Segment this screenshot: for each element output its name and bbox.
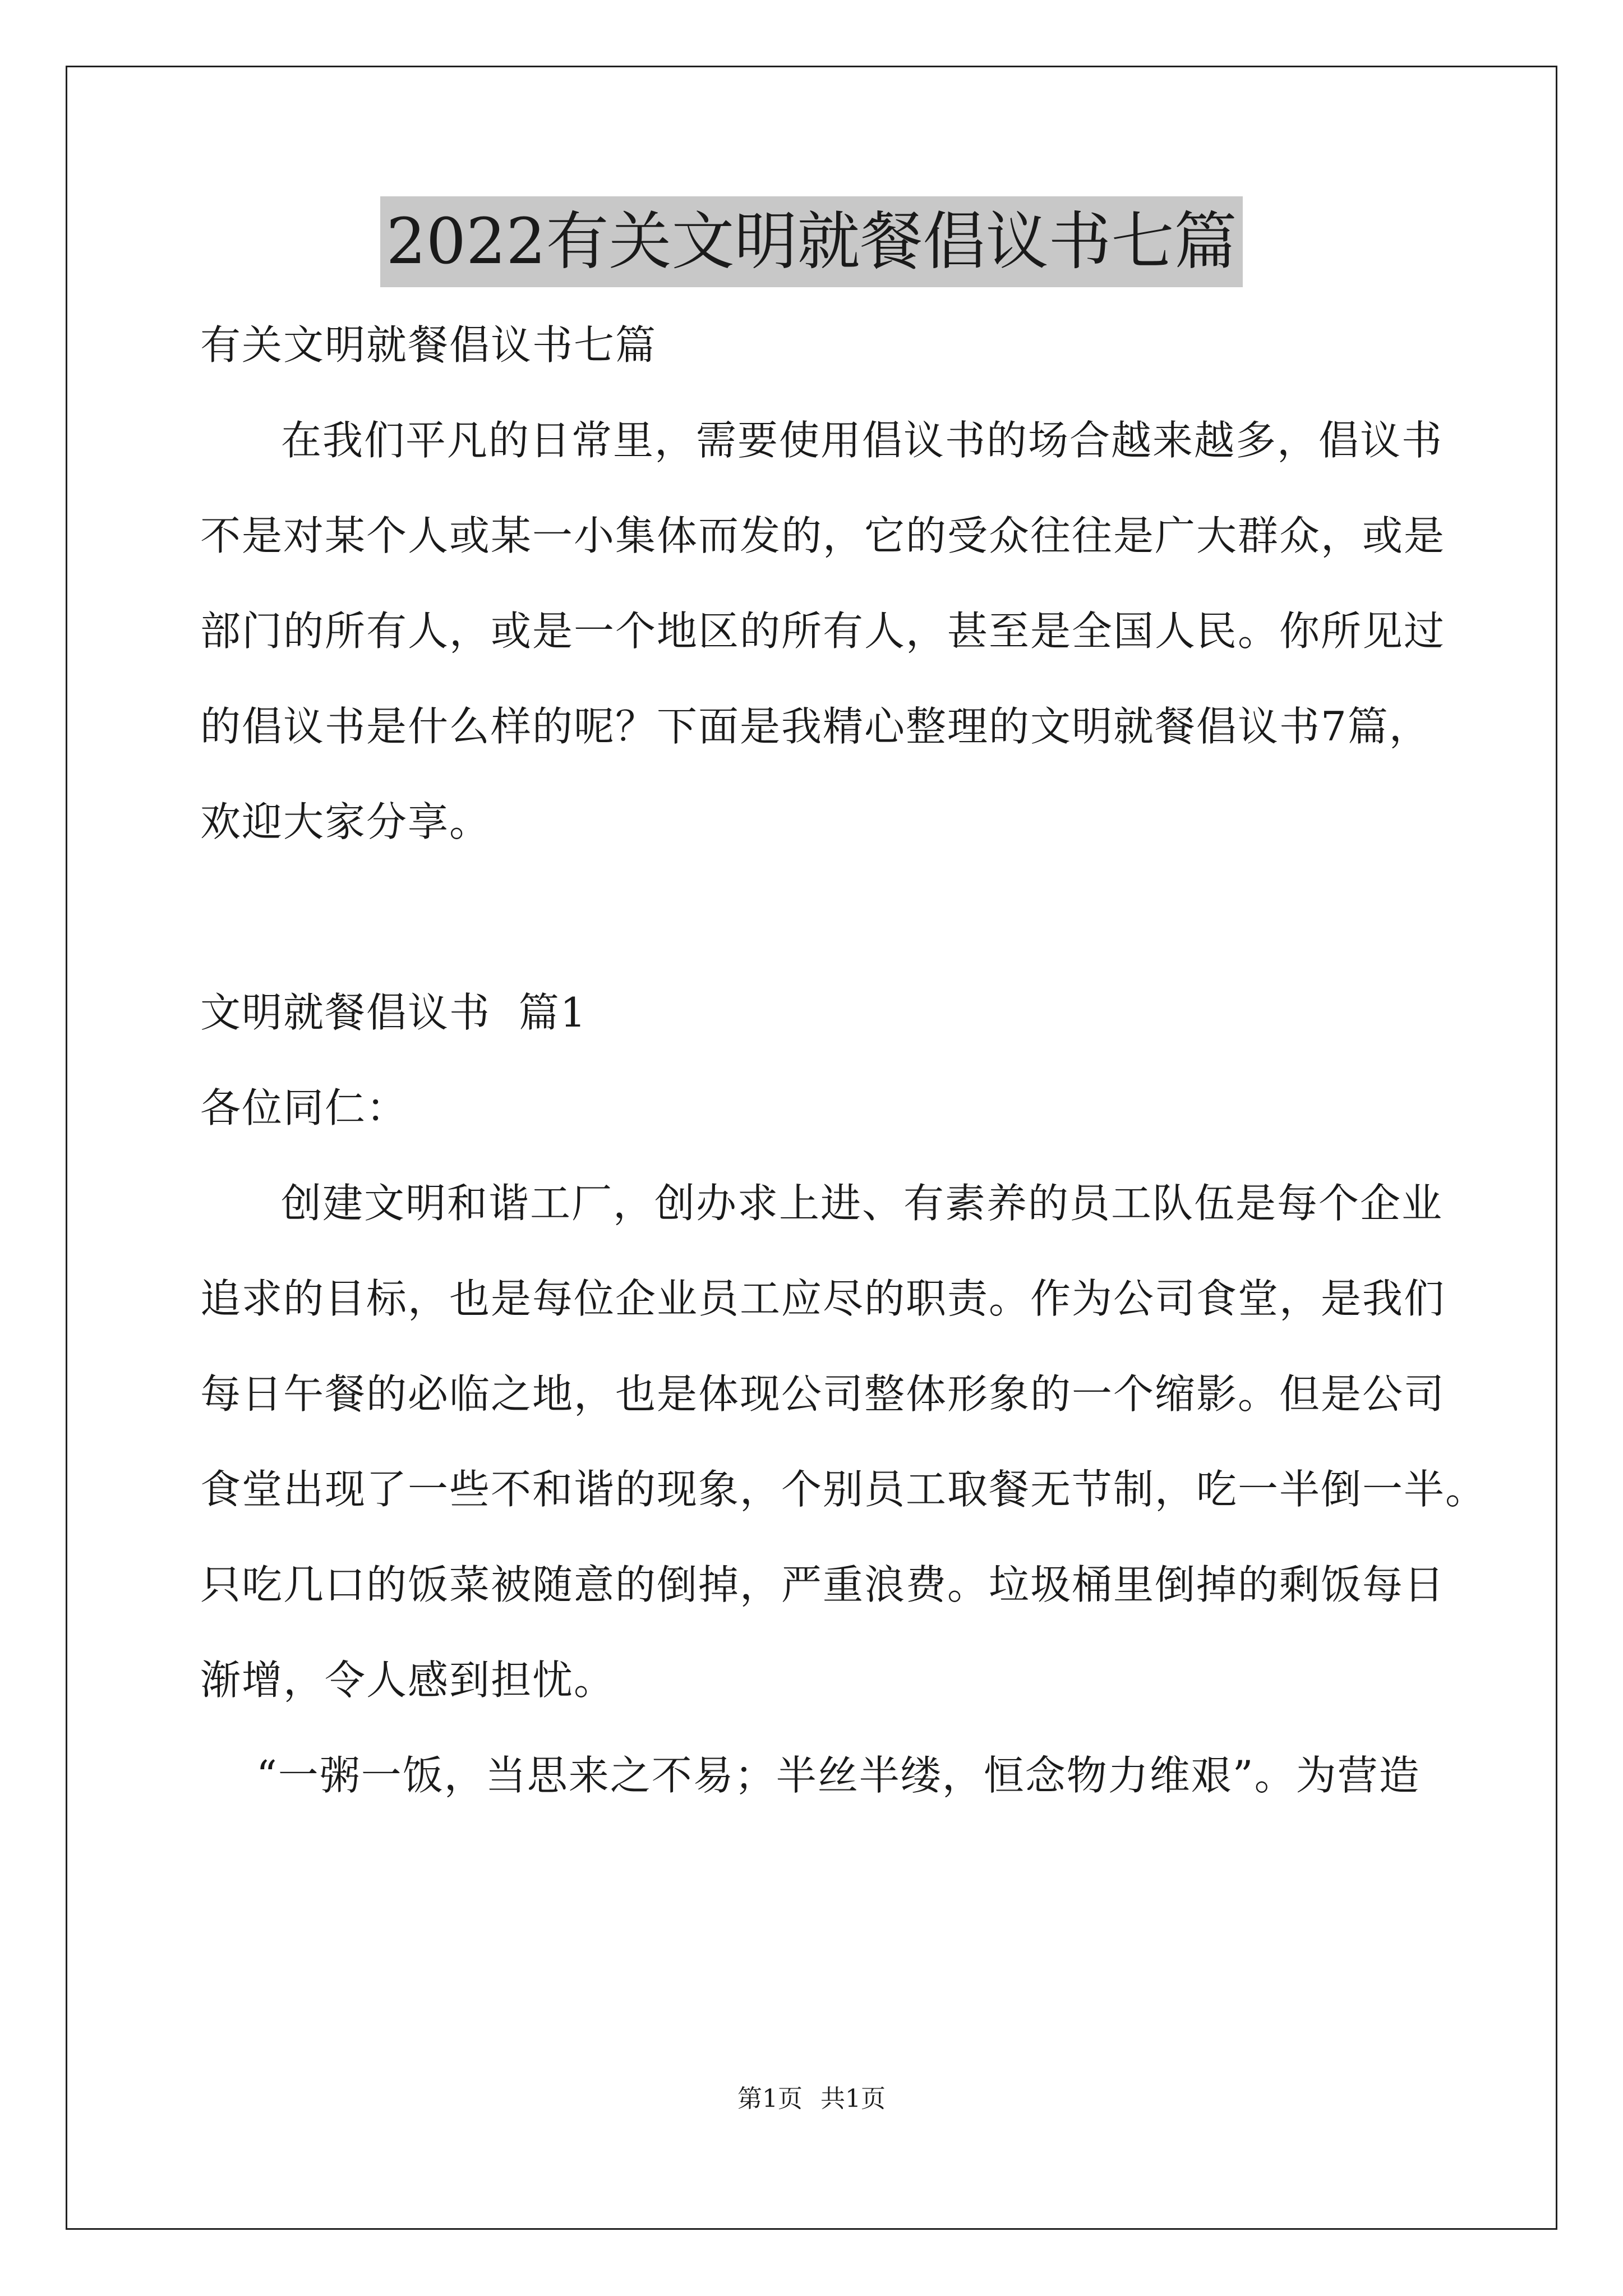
salutation: 各位同仁：	[200, 1084, 408, 1131]
intro-line-5: 欢迎大家分享。	[200, 798, 491, 845]
page-number: 第1页	[737, 2085, 803, 2113]
para2-line-1: “一粥一饭，当思来之不易；半丝半缕，恒念物力维艰”。为营造	[256, 1752, 1421, 1799]
page-total: 共1页	[820, 2085, 886, 2113]
intro-line-3: 部门的所有人，或是一个地区的所有人，甚至是全国人民。你所见过	[200, 608, 1446, 655]
page-footer	[0, 2082, 1623, 2116]
para1-line-4: 食堂出现了一些不和谐的现象，个别员工取餐无节制，吃一半倒一半。	[200, 1466, 1487, 1513]
para1-line-6: 渐增，令人感到担忧。	[200, 1657, 616, 1704]
page-border	[66, 66, 1557, 2230]
subtitle: 有关文明就餐倡议书七篇	[200, 321, 657, 369]
intro-line-2: 不是对某个人或某一小集体而发的，它的受众往往是广大群众，或是	[200, 512, 1446, 559]
para1-line-3: 每日午餐的必临之地，也是体现公司整体形象的一个缩影。但是公司	[200, 1370, 1446, 1418]
intro-line-1: 在我们平凡的日常里，需要使用倡议书的场合越来越多，倡议书	[281, 417, 1444, 464]
section-heading: 文明就餐倡议书 篇1	[200, 989, 587, 1036]
para1-line-2: 追求的目标，也是每位企业员工应尽的职责。作为公司食堂，是我们	[200, 1275, 1446, 1322]
intro-line-4: 的倡议书是什么样的呢？下面是我精心整理的文明就餐倡议书7篇，	[200, 703, 1431, 750]
document-title: 2022有关文明就餐倡议书七篇	[380, 196, 1242, 287]
title-container	[0, 196, 1623, 287]
para1-line-1: 创建文明和谐工厂，创办求上进、有素养的员工队伍是每个企业	[281, 1180, 1444, 1227]
para1-line-5: 只吃几口的饭菜被随意的倒掉，严重浪费。垃圾桶里倒掉的剩饭每日	[200, 1561, 1446, 1608]
